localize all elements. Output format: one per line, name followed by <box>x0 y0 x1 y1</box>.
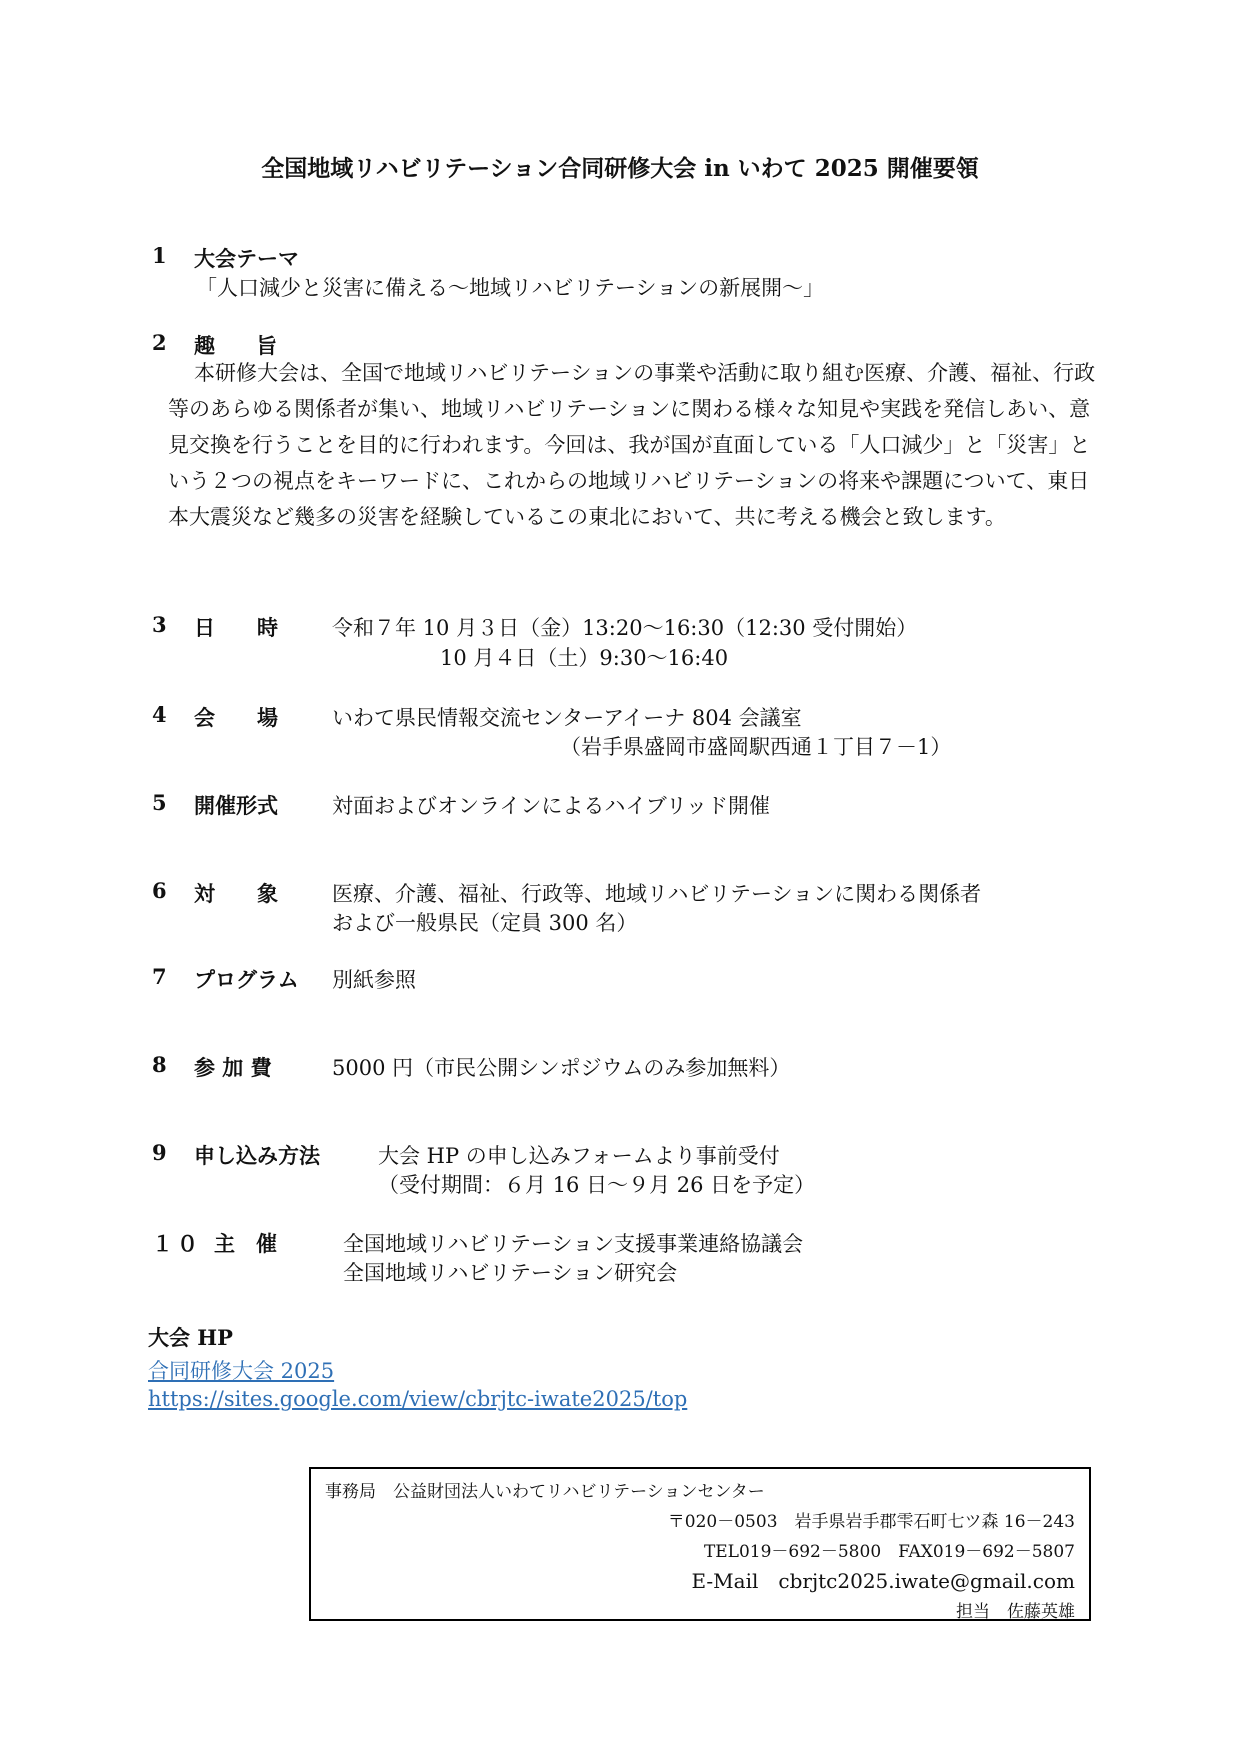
section-apply-line2: （受付期間：６月 16 日～９月 26 日を予定） <box>378 1173 816 1197</box>
section-datetime-line1: 令和７年 10 月３日（金）13:20～16:30（12:30 受付開始） <box>332 616 918 640</box>
homepage-label: 大会 HP <box>148 1325 233 1350</box>
contact-tel-fax: TEL019－692－5800 FAX019－692－5807 <box>703 1542 1075 1562</box>
section-target-line1: 医療、介護、福祉、行政等、地域リハビリテーションに関わる関係者 <box>332 882 982 906</box>
homepage-link[interactable]: 合同研修大会 2025 <box>148 1359 335 1383</box>
section-fee-number: 8 <box>152 1052 167 1077</box>
section-theme-heading: 大会テーマ <box>194 246 299 271</box>
contact-email: E-Mail cbrjtc2025.iwate@gmail.com <box>691 1569 1075 1593</box>
section-organizer-line1: 全国地域リハビリテーション支援事業連絡協議会 <box>343 1232 804 1256</box>
section-target-heading: 対 象 <box>194 881 278 906</box>
section-program-text: 別紙参照 <box>332 968 416 992</box>
section-target-line2: および一般県民（定員 300 名） <box>332 911 638 935</box>
section-fee-text: 5000 円（市民公開シンポジウムのみ参加無料） <box>332 1056 791 1080</box>
document-title: 全国地域リハビリテーション合同研修大会 in いわて 2025 開催要領 <box>261 155 979 182</box>
section-format-heading: 開催形式 <box>194 793 278 818</box>
section-purpose-heading: 趣 旨 <box>194 333 287 358</box>
section-purpose-number: 2 <box>152 330 167 355</box>
section-organizer-number: １０ <box>152 1231 202 1256</box>
section-apply-line1: 大会 HP の申し込みフォームより事前受付 <box>378 1144 780 1168</box>
section-organizer-line2: 全国地域リハビリテーション研究会 <box>343 1261 678 1285</box>
section-program-heading: プログラム <box>194 967 299 992</box>
homepage-url-link[interactable]: https://sites.google.com/view/cbrjtc-iwate2025/top <box>148 1387 688 1411</box>
section-venue-heading: 会 場 <box>194 705 278 730</box>
section-fee-heading: 参 加 費 <box>194 1055 272 1080</box>
section-purpose-paragraph <box>168 355 1098 535</box>
section-format-number: 5 <box>152 790 167 815</box>
contact-box <box>309 1467 1091 1621</box>
section-theme-text: 「人口減少と災害に備える～地域リハビリテーションの新展開～」 <box>196 276 825 300</box>
section-theme-number: 1 <box>152 243 167 268</box>
section-target-number: 6 <box>152 878 167 903</box>
section-program-number: 7 <box>152 964 167 989</box>
section-organizer-heading: 主 催 <box>214 1231 277 1256</box>
section-datetime-heading: 日 時 <box>194 615 278 640</box>
section-venue-line2: （岩手県盛岡市盛岡駅西通１丁目７－1） <box>560 735 952 759</box>
section-venue-line1: いわて県民情報交流センターアイーナ 804 会議室 <box>332 706 802 730</box>
section-venue-number: 4 <box>152 702 167 727</box>
section-purpose-text: 本研修大会は、全国で地域リハビリテーションの事業や活動に取り組む医療、介護、福祉、行政等のあらゆる関係者が集い、地域リハビリテーションに関わる様々な知見や実践を発信しあい、意見交換を行うことを目的に行われます。今回は、我が国が直面している「人口減少」と「災害」という２つの視点をキーワードに、これからの地域リハビリテーションの将来や課題について、東日本大震災など幾多の災害を経験しているこの東北において、共に考える機会と致します。 <box>168 361 1096 529</box>
section-apply-heading: 申し込み方法 <box>194 1143 320 1168</box>
section-format-text: 対面およびオンラインによるハイブリッド開催 <box>332 794 771 818</box>
contact-person: 担当 佐藤英雄 <box>956 1602 1075 1622</box>
section-apply-number: 9 <box>152 1140 167 1165</box>
contact-office: 事務局 公益財団法人いわてリハビリテーションセンター <box>325 1482 765 1502</box>
section-datetime-line2: 10 月４日（土）9:30～16:40 <box>440 646 729 670</box>
section-datetime-number: 3 <box>152 612 167 637</box>
contact-address: 〒020－0503 岩手県岩手郡雫石町七ツ森 16－243 <box>667 1512 1075 1532</box>
